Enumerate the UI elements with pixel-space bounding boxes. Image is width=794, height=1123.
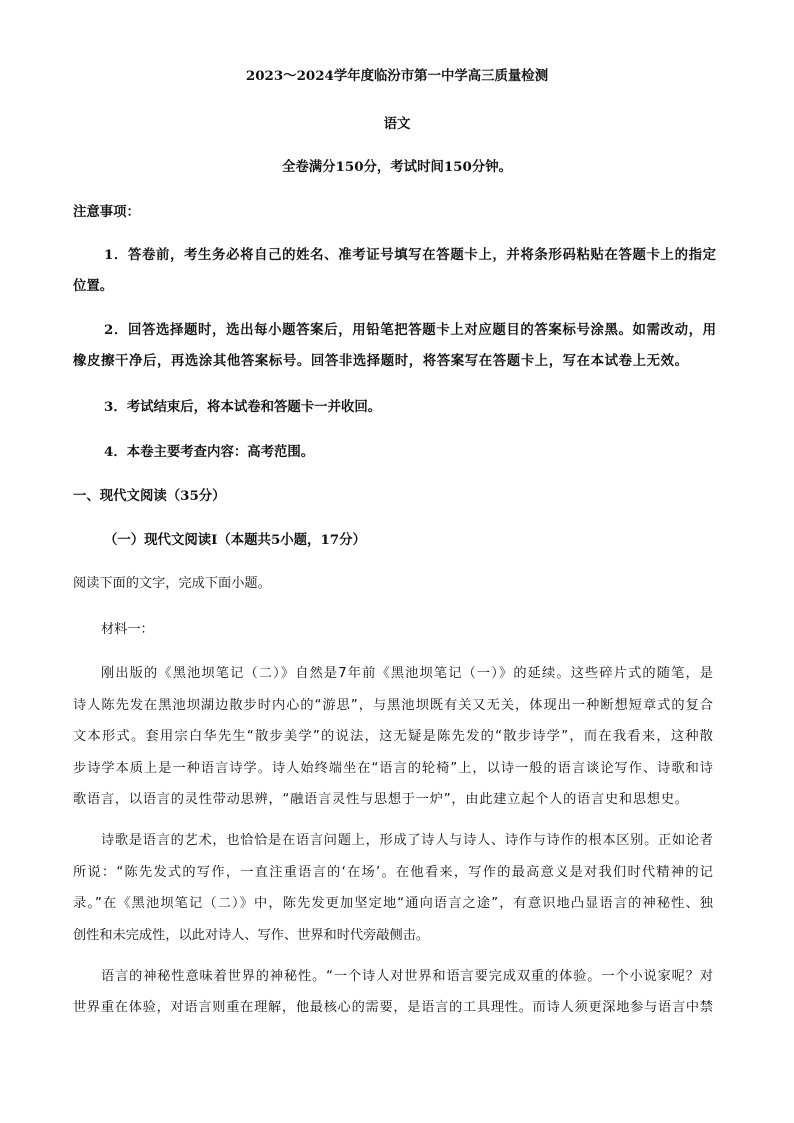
notice-item-1-line-1: 1．答卷前，考生务必将自己的姓名、准考证号填写在答题卡上，并将条形码粘贴在答题卡上的指定 bbox=[104, 247, 716, 263]
paragraph-1-line-1: 刚出版的《黑池坝笔记（二）》自然是7年前《黑池坝笔记（一）》的延续。这些碎片式的随笔，是 bbox=[101, 666, 713, 681]
paragraph-2-line-1: 诗歌是语言的艺术，也恰恰是在语言问题上，形成了诗人与诗人、诗作与诗作的根本区别。正如论者 bbox=[101, 833, 713, 848]
paragraph-2-line-3: 录。”在《黑池坝笔记（二）》中，陈先发更加坚定地“通向语言之途”，有意识地凸显语言的神秘性、独 bbox=[73, 896, 713, 911]
paragraph-1-line-5: 歌语言，以语言的灵性带动思辨，“融语言灵性与思想于一炉”，由此建立起个人的语言史和思想史。 bbox=[73, 792, 688, 807]
material-label: 材料一： bbox=[101, 622, 154, 637]
notice-item-1-line-2: 位置。 bbox=[73, 278, 114, 294]
section-1-heading: 一、现代文阅读（35分） bbox=[73, 488, 226, 504]
section-1-subheading: （一）现代文阅读Ⅰ（本题共5小题，17分） bbox=[104, 532, 366, 548]
notice-item-2-line-2: 橡皮擦干净后，再选涂其他答案标号。回答非选择题时，将答案写在答题卡上，写在本试卷上无效。 bbox=[73, 353, 688, 369]
subject-title: 语文 bbox=[383, 116, 411, 132]
paragraph-3-line-1: 语言的神秘性意味着世界的神秘性。“一个诗人对世界和语言要完成双重的体验。一个小说家呢？对 bbox=[101, 969, 713, 984]
paragraph-3-line-2: 世界重在体验，对语言则重在理解，他最核心的需要，是语言的工具理性。而诗人须更深地参与语言中禁 bbox=[73, 1000, 713, 1015]
notice-item-4: 4．本卷主要考查内容：高考范围。 bbox=[104, 444, 315, 460]
exam-info: 全卷满分150分，考试时间150分钟。 bbox=[282, 159, 512, 175]
paragraph-1-line-4: 步诗学本质上是一种语言诗学。诗人始终端坐在“语言的轮椅”上，以诗一般的语言谈论写作、诗歌和诗 bbox=[73, 761, 713, 776]
exam-title: 2023～2024学年度临汾市第一中学高三质量检测 bbox=[245, 68, 549, 84]
paragraph-2-line-4: 创性和未完成性，以此对诗人、写作、世界和时代旁敲侧击。 bbox=[73, 928, 430, 943]
notice-heading: 注意事项： bbox=[73, 204, 140, 220]
paragraph-1-line-3: 文本形式。套用宗白华先生“散步美学”的说法，这无疑是陈先发的“散步诗学”，而在我看来，这种散 bbox=[73, 729, 713, 744]
notice-item-3: 3．考试结束后，将本试卷和答题卡一并收回。 bbox=[104, 399, 382, 415]
notice-item-2-line-1: 2．回答选择题时，选出每小题答案后，用铅笔把答题卡上对应题目的答案标号涂黑。如需改动，用 bbox=[104, 322, 716, 338]
paragraph-1-line-2: 诗人陈先发在黑池坝湖边散步时内心的“游思”，与黑池坝既有关又无关，体现出一种断想短章式的复合 bbox=[73, 698, 713, 713]
paragraph-2-line-2: 所说：“陈先发式的写作，一直注重语言的‘在场’。在他看来，写作的最高意义是对我们时代精神的记 bbox=[73, 865, 713, 880]
reading-instruction: 阅读下面的文字，完成下面小题。 bbox=[73, 576, 271, 591]
